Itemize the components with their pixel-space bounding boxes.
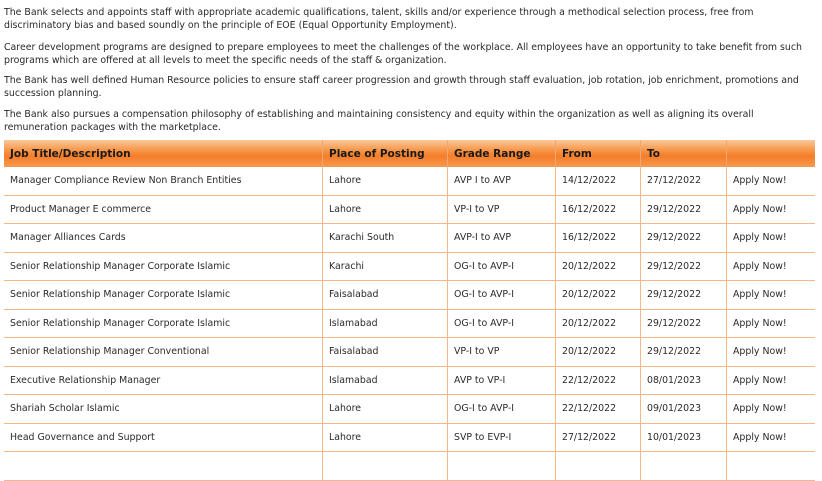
apply-now-link[interactable]: Apply Now! bbox=[727, 309, 816, 338]
apply-now-link[interactable]: Apply Now! bbox=[727, 423, 816, 452]
empty-cell bbox=[727, 452, 816, 481]
job-title-link[interactable]: Shariah Scholar Islamic bbox=[4, 395, 323, 424]
job-place: Faisalabad bbox=[323, 338, 448, 367]
job-title-link[interactable]: Product Manager E commerce bbox=[4, 195, 323, 224]
job-place: Lahore bbox=[323, 195, 448, 224]
job-to-date: 27/12/2022 bbox=[641, 167, 727, 195]
job-to-date: 29/12/2022 bbox=[641, 309, 727, 338]
apply-now-link[interactable]: Apply Now! bbox=[727, 366, 816, 395]
empty-cell bbox=[4, 452, 323, 481]
job-from-date: 22/12/2022 bbox=[556, 395, 641, 424]
table-empty-row bbox=[4, 452, 815, 481]
job-grade: OG-I to AVP-I bbox=[448, 281, 556, 310]
job-grade: OG-I to AVP-I bbox=[448, 252, 556, 281]
empty-cell bbox=[448, 452, 556, 481]
job-from-date: 22/12/2022 bbox=[556, 366, 641, 395]
empty-cell bbox=[641, 452, 727, 481]
job-from-date: 27/12/2022 bbox=[556, 423, 641, 452]
job-grade: OG-I to AVP-I bbox=[448, 309, 556, 338]
job-from-date: 16/12/2022 bbox=[556, 224, 641, 253]
table-row bbox=[4, 252, 815, 281]
table-row bbox=[4, 309, 815, 338]
table-row bbox=[4, 395, 815, 424]
job-from-date: 20/12/2022 bbox=[556, 309, 641, 338]
header-job-title: Job Title/Description bbox=[4, 140, 323, 167]
job-place: Lahore bbox=[323, 167, 448, 195]
apply-now-link[interactable]: Apply Now! bbox=[727, 395, 816, 424]
job-grade: SVP to EVP-I bbox=[448, 423, 556, 452]
header-grade-range: Grade Range bbox=[448, 140, 556, 167]
table-row bbox=[4, 423, 815, 452]
header-action bbox=[727, 140, 816, 167]
job-from-date: 20/12/2022 bbox=[556, 338, 641, 367]
job-grade: AVP I to AVP bbox=[448, 167, 556, 195]
job-openings-table bbox=[4, 140, 815, 481]
job-title-link[interactable]: Head Governance and Support bbox=[4, 423, 323, 452]
job-to-date: 08/01/2023 bbox=[641, 366, 727, 395]
header-to: To bbox=[641, 140, 727, 167]
job-title-link[interactable]: Senior Relationship Manager Corporate Islamic bbox=[4, 281, 323, 310]
job-grade: OG-I to AVP-I bbox=[448, 395, 556, 424]
job-title-link[interactable]: Executive Relationship Manager bbox=[4, 366, 323, 395]
apply-now-link[interactable]: Apply Now! bbox=[727, 338, 816, 367]
table-row bbox=[4, 195, 815, 224]
job-place: Lahore bbox=[323, 395, 448, 424]
apply-now-link[interactable]: Apply Now! bbox=[727, 167, 816, 195]
table-header-row bbox=[4, 140, 815, 167]
job-place: Islamabad bbox=[323, 366, 448, 395]
job-to-date: 29/12/2022 bbox=[641, 252, 727, 281]
job-title-link[interactable]: Senior Relationship Manager Corporate Islamic bbox=[4, 309, 323, 338]
job-place: Karachi South bbox=[323, 224, 448, 253]
job-place: Islamabad bbox=[323, 309, 448, 338]
job-place: Karachi bbox=[323, 252, 448, 281]
apply-now-link[interactable]: Apply Now! bbox=[727, 281, 816, 310]
job-title-link[interactable]: Manager Compliance Review Non Branch Entities bbox=[4, 167, 323, 195]
header-place-of-posting: Place of Posting bbox=[323, 140, 448, 167]
job-to-date: 29/12/2022 bbox=[641, 338, 727, 367]
job-from-date: 16/12/2022 bbox=[556, 195, 641, 224]
table-row bbox=[4, 224, 815, 253]
job-to-date: 29/12/2022 bbox=[641, 224, 727, 253]
job-place: Lahore bbox=[323, 423, 448, 452]
intro-paragraph-hr-policies: The Bank has well defined Human Resource policies to ensure staff career progression and growth through staff evaluation, job rotation, job enrichment, promotions and succession planning. bbox=[4, 75, 799, 99]
job-grade: AVP to VP-I bbox=[448, 366, 556, 395]
job-place: Faisalabad bbox=[323, 281, 448, 310]
job-to-date: 29/12/2022 bbox=[641, 195, 727, 224]
job-grade: AVP-I to AVP bbox=[448, 224, 556, 253]
table-row bbox=[4, 281, 815, 310]
empty-cell bbox=[556, 452, 641, 481]
empty-cell bbox=[323, 452, 448, 481]
job-grade: VP-I to VP bbox=[448, 195, 556, 224]
apply-now-link[interactable]: Apply Now! bbox=[727, 195, 816, 224]
table-row bbox=[4, 167, 815, 195]
job-title-link[interactable]: Senior Relationship Manager Conventional bbox=[4, 338, 323, 367]
job-grade: VP-I to VP bbox=[448, 338, 556, 367]
job-to-date: 29/12/2022 bbox=[641, 281, 727, 310]
job-from-date: 14/12/2022 bbox=[556, 167, 641, 195]
job-title-link[interactable]: Senior Relationship Manager Corporate Islamic bbox=[4, 252, 323, 281]
job-to-date: 10/01/2023 bbox=[641, 423, 727, 452]
job-title-link[interactable]: Manager Alliances Cards bbox=[4, 224, 323, 253]
table-row bbox=[4, 366, 815, 395]
intro-paragraph-selection: The Bank selects and appoints staff with appropriate academic qualifications, talent, skills and/or experience through a methodical selection process, free from discriminatory bias and based soundly on the principle of EOE (Equal Opportunity Employment). bbox=[4, 7, 754, 31]
header-from: From bbox=[556, 140, 641, 167]
job-from-date: 20/12/2022 bbox=[556, 252, 641, 281]
apply-now-link[interactable]: Apply Now! bbox=[727, 224, 816, 253]
job-to-date: 09/01/2023 bbox=[641, 395, 727, 424]
intro-paragraph-compensation: The Bank also pursues a compensation philosophy of establishing and maintaining consistency and equity within the organization as well as aligning its overall remuneration packages with the marketplace. bbox=[4, 109, 754, 133]
intro-paragraph-career-development: Career development programs are designed to prepare employees to meet the challenges of the workplace. All employees have an opportunity to take benefit from such programs which are offered at all levels to meet the specific needs of the staff & organization. bbox=[4, 42, 802, 66]
apply-now-link[interactable]: Apply Now! bbox=[727, 252, 816, 281]
table-row bbox=[4, 338, 815, 367]
job-from-date: 20/12/2022 bbox=[556, 281, 641, 310]
